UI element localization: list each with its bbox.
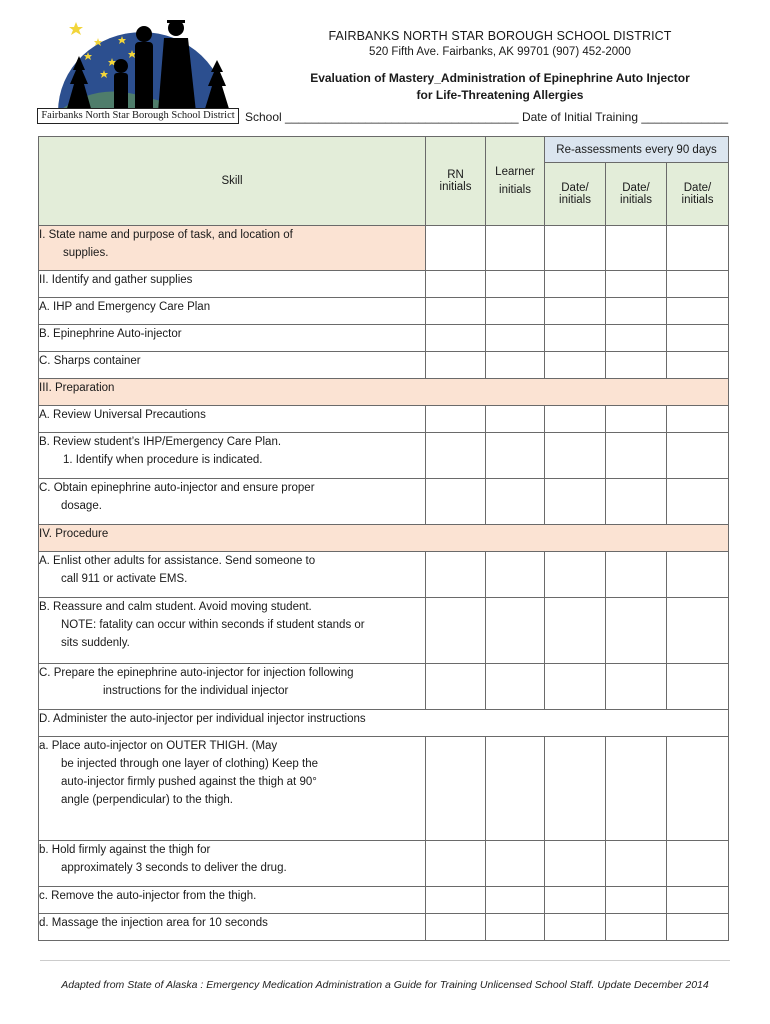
learner-initials-cell[interactable] <box>486 841 545 887</box>
document-subtitle: for Life-Threatening Allergies <box>416 88 584 102</box>
date-initials-cell[interactable] <box>545 887 606 914</box>
date-initials-cell[interactable] <box>545 737 606 841</box>
date-initials-cell[interactable] <box>545 552 606 598</box>
footer-note: Adapted from State of Alaska : Emergency Medication Administration a Guide for Training Unlicensed School Staff. Update December 2014 <box>61 979 709 991</box>
date-initials-cell[interactable] <box>606 298 667 325</box>
date-initials-cell[interactable] <box>545 406 606 433</box>
date-initials-cell[interactable] <box>545 226 606 271</box>
date-initials-cell[interactable] <box>667 325 729 352</box>
table-row: B. Epinephrine Auto-injector <box>39 325 729 352</box>
rn-initials-cell[interactable] <box>426 887 486 914</box>
learner-initials-cell[interactable] <box>486 737 545 841</box>
rn-initials-cell[interactable] <box>426 433 486 479</box>
date-initials-cell[interactable] <box>667 914 729 941</box>
date-initials-cell[interactable] <box>545 598 606 664</box>
learner-initials-cell[interactable] <box>486 406 545 433</box>
table-row: B. Reassure and calm student. Avoid moving student. NOTE: fatality can occur within seconds if student stands or sits suddenly. <box>39 598 729 664</box>
table-row: c. Remove the auto-injector from the thigh. <box>39 887 729 914</box>
date-initials-cell[interactable] <box>545 914 606 941</box>
date-initials-cell[interactable] <box>606 352 667 379</box>
date-initials-cell[interactable] <box>606 737 667 841</box>
date-initials-cell[interactable] <box>545 298 606 325</box>
reassessment-header: Re-assessments every 90 days <box>545 137 729 163</box>
table-row: C. Prepare the epinephrine auto-injector for injection following instructions for the individual injector <box>39 664 729 710</box>
logo-caption: Fairbanks North Star Borough School District <box>37 108 239 124</box>
learner-initials-cell[interactable] <box>486 914 545 941</box>
date-initials-cell[interactable] <box>606 887 667 914</box>
district-name: FAIRBANKS NORTH STAR BOROUGH SCHOOL DISTRICT <box>328 29 672 43</box>
date-initials-cell[interactable] <box>606 325 667 352</box>
date-initials-cell[interactable] <box>606 552 667 598</box>
table-row: C. Sharps container <box>39 352 729 379</box>
learner-initials-cell[interactable] <box>486 226 545 271</box>
learner-header: Learner initials <box>486 137 545 226</box>
rn-initials-cell[interactable] <box>426 479 486 525</box>
date-initials-cell[interactable] <box>667 298 729 325</box>
rn-initials-cell[interactable] <box>426 226 486 271</box>
learner-initials-cell[interactable] <box>486 352 545 379</box>
date-initials-cell[interactable] <box>606 226 667 271</box>
date-initials-cell[interactable] <box>667 352 729 379</box>
learner-initials-cell[interactable] <box>486 887 545 914</box>
rn-initials-cell[interactable] <box>426 325 486 352</box>
date-initials-cell[interactable] <box>606 598 667 664</box>
section-row: IV. Procedure <box>39 525 729 552</box>
table-row: a. Place auto-injector on OUTER THIGH. (May be injected through one layer of clothing) Keep the auto-injector firmly pushed against the thigh at 90° angle (perpendicular) to the thigh. <box>39 737 729 841</box>
table-row: d. Massage the injection area for 10 seconds <box>39 914 729 941</box>
table-row: b. Hold firmly against the thigh for approximately 3 seconds to deliver the drug. <box>39 841 729 887</box>
section-row: III. Preparation <box>39 379 729 406</box>
date-initials-cell[interactable] <box>667 479 729 525</box>
rn-initials-cell[interactable] <box>426 664 486 710</box>
document-title: Evaluation of Mastery_Administration of Epinephrine Auto Injector <box>310 71 690 85</box>
date-initials-cell[interactable] <box>667 887 729 914</box>
date-initials-cell[interactable] <box>606 841 667 887</box>
date-initials-cell[interactable] <box>545 271 606 298</box>
rn-initials-cell[interactable] <box>426 406 486 433</box>
table-row: B. Review student’s IHP/Emergency Care Plan. 1. Identify when procedure is indicated. <box>39 433 729 479</box>
date-initials-cell[interactable] <box>545 325 606 352</box>
rn-initials-cell[interactable] <box>426 352 486 379</box>
learner-initials-cell[interactable] <box>486 325 545 352</box>
date-initials-cell[interactable] <box>667 841 729 887</box>
date-initials-header-1: Date/ initials <box>545 163 606 226</box>
date-initials-cell[interactable] <box>667 226 729 271</box>
date-initials-header-3: Date/ initials <box>667 163 729 226</box>
learner-initials-cell[interactable] <box>486 664 545 710</box>
date-initials-cell[interactable] <box>545 841 606 887</box>
rn-initials-cell[interactable] <box>426 271 486 298</box>
date-initials-cell[interactable] <box>545 352 606 379</box>
date-initials-cell[interactable] <box>667 433 729 479</box>
rn-initials-cell[interactable] <box>426 841 486 887</box>
rn-initials-cell[interactable] <box>426 598 486 664</box>
learner-initials-cell[interactable] <box>486 598 545 664</box>
date-initials-cell[interactable] <box>606 664 667 710</box>
table-row: I. State name and purpose of task, and location of supplies. <box>39 226 729 271</box>
learner-initials-cell[interactable] <box>486 298 545 325</box>
district-address: 520 Fifth Ave. Fairbanks, AK 99701 (907) 452-2000 <box>369 46 631 58</box>
date-initials-cell[interactable] <box>545 479 606 525</box>
date-initials-cell[interactable] <box>606 479 667 525</box>
learner-initials-cell[interactable] <box>486 433 545 479</box>
school-date-line: School ___________________________________ Date of Initial Training _____________ <box>245 110 729 124</box>
rn-initials-cell[interactable] <box>426 914 486 941</box>
date-initials-cell[interactable] <box>545 433 606 479</box>
date-initials-cell[interactable] <box>667 737 729 841</box>
date-initials-header-2: Date/ initials <box>606 163 667 226</box>
date-initials-cell[interactable] <box>545 664 606 710</box>
mastery-table <box>38 136 729 941</box>
learner-initials-cell[interactable] <box>486 552 545 598</box>
table-row: II. Identify and gather supplies <box>39 271 729 298</box>
date-initials-cell[interactable] <box>667 664 729 710</box>
date-initials-cell[interactable] <box>667 271 729 298</box>
learner-initials-cell[interactable] <box>486 479 545 525</box>
rn-header: RN initials <box>426 137 486 226</box>
date-initials-cell[interactable] <box>667 598 729 664</box>
table-row: A. Enlist other adults for assistance. Send someone to call 911 or activate EMS. <box>39 552 729 598</box>
table-row: D. Administer the auto-injector per individual injector instructions <box>39 710 729 737</box>
date-initials-cell[interactable] <box>667 552 729 598</box>
rn-initials-cell[interactable] <box>426 298 486 325</box>
learner-initials-cell[interactable] <box>486 271 545 298</box>
table-row: C. Obtain epinephrine auto-injector and ensure proper dosage. <box>39 479 729 525</box>
skill-header: Skill <box>39 137 426 226</box>
table-row: A. Review Universal Precautions <box>39 406 729 433</box>
date-initials-cell[interactable] <box>606 914 667 941</box>
table-row: A. IHP and Emergency Care Plan <box>39 298 729 325</box>
rn-initials-cell[interactable] <box>426 737 486 841</box>
date-initials-cell[interactable] <box>606 271 667 298</box>
rn-initials-cell[interactable] <box>426 552 486 598</box>
footer-divider <box>40 960 730 961</box>
date-initials-cell[interactable] <box>606 433 667 479</box>
date-initials-cell[interactable] <box>667 406 729 433</box>
date-initials-cell[interactable] <box>606 406 667 433</box>
